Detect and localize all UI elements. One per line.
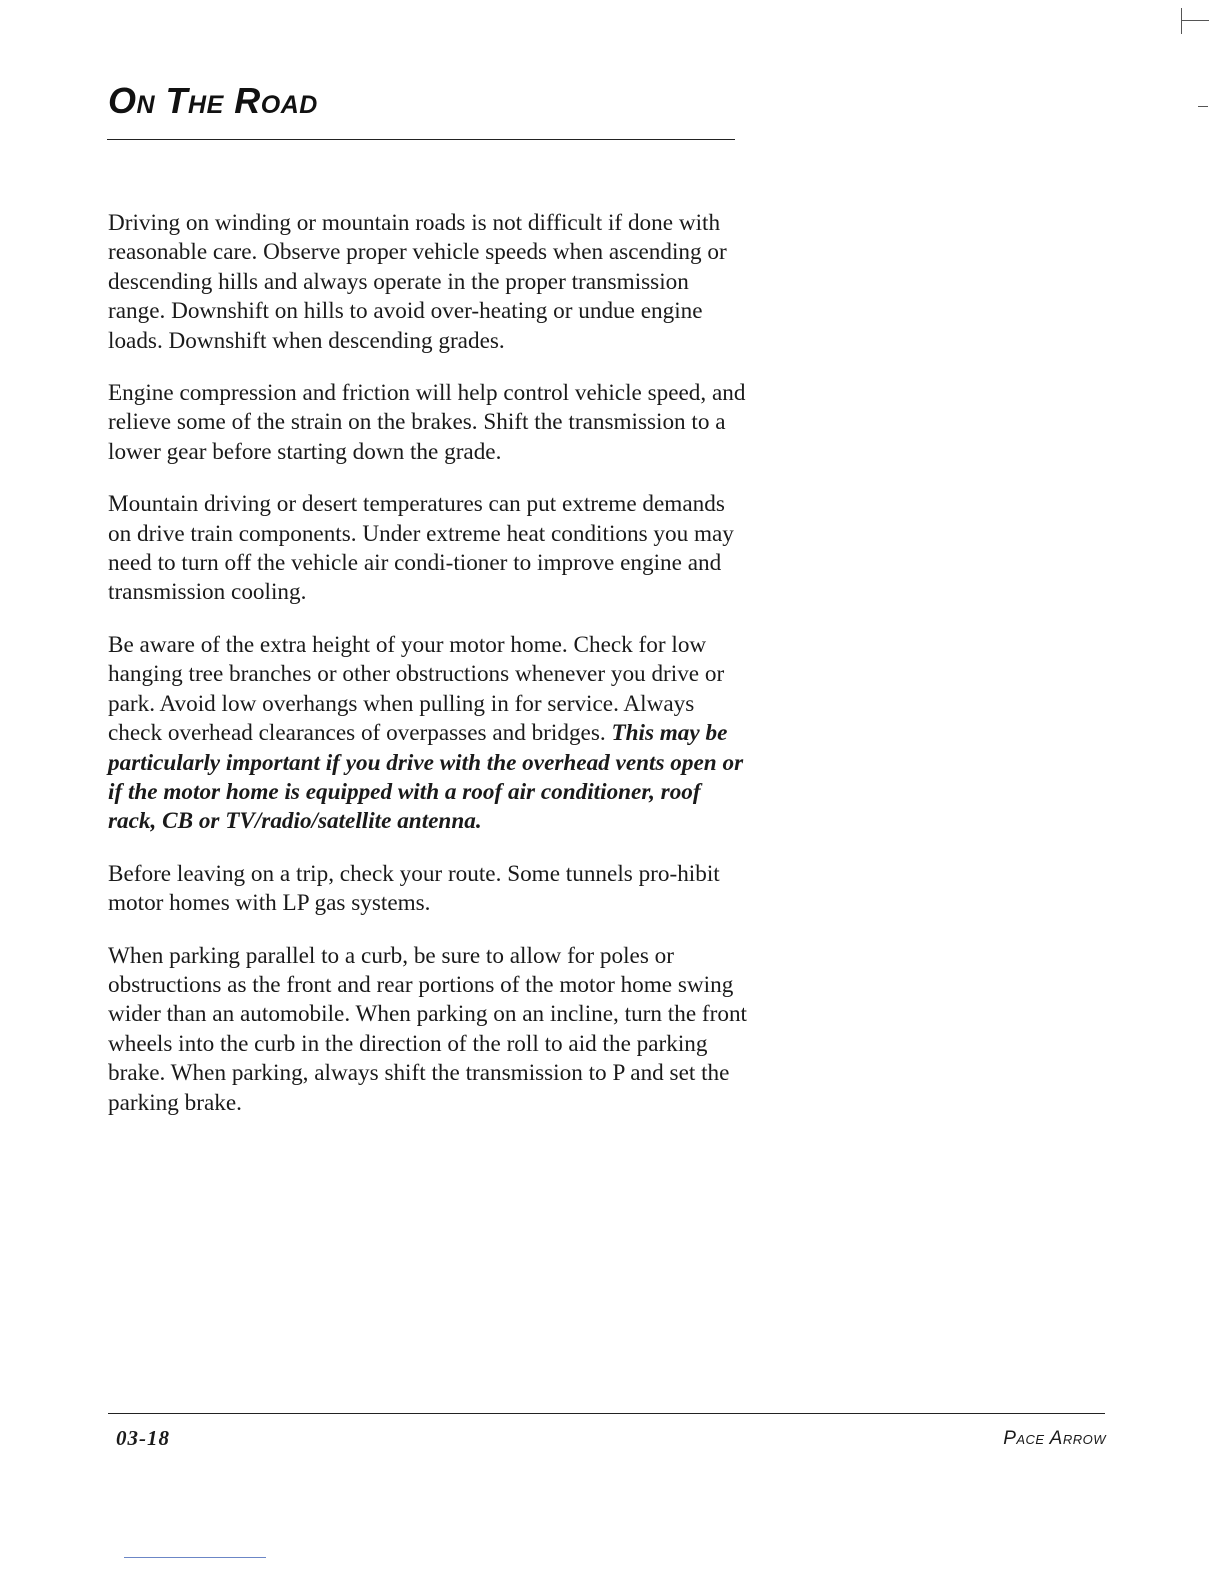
height-warning-text: Be aware of the extra height of your motor home. Check for low hanging tree branches or other obstructions whenever you drive or park. Avoid low overhangs when pulling in for service. Always check overhead clearances of overpasses and bridges. (108, 631, 725, 747)
paragraph-engine-compression: Engine compression and friction will help control vehicle speed, and relieve some of the strain on the brakes. Shift the transmission to a lower gear before starting down the grade. (108, 380, 746, 465)
scan-mark-corner (1181, 8, 1182, 34)
bottom-edge-line (124, 1557, 266, 1558)
paragraph-mountain-driving: Mountain driving or desert temperatures can put extreme demands on drive train components. Under extreme heat conditions you may need to turn off the vehicle air condi-tioner to improve engine and transmission cooling. (108, 491, 734, 606)
body-text (108, 209, 748, 1141)
page-number: 03-18 (116, 1426, 170, 1450)
scan-mark-dash (1198, 106, 1208, 107)
scan-mark-corner-h (1181, 20, 1209, 21)
page-title: On The Road (108, 80, 318, 121)
paragraph-winding-roads: Driving on winding or mountain roads is not difficult if done with reasonable care. Observe proper vehicle speeds when ascending or descending hills and always operate in the proper transmission range. Downshift on hills to avoid over-heating or undue engine loads. Downshift when descending grades. (108, 210, 727, 354)
paragraph-route-check: Before leaving on a trip, check your route. Some tunnels pro-hibit motor homes with LP gas systems. (108, 860, 720, 917)
title-divider (107, 139, 735, 140)
footer-divider (108, 1413, 1105, 1414)
height-warning-emphasis: This may be particularly important if you drive with the overhead vents open or if the motor home is equipped with a roof air conditioner, roof rack, CB or TV/radio/satellite antenna. (108, 720, 744, 835)
paragraph-vehicle-height (108, 631, 748, 837)
brand-name: Pace Arrow (1003, 1428, 1106, 1449)
paragraph-parking: When parking parallel to a curb, be sure to allow for poles or obstructions as the front and rear portions of the motor home swing wider than an automobile. When parking on an incline, turn the front wheels into the curb in the direction of the roll to aid the parking brake. When parking, always shift the transmission to P and set the parking brake. (108, 942, 747, 1116)
